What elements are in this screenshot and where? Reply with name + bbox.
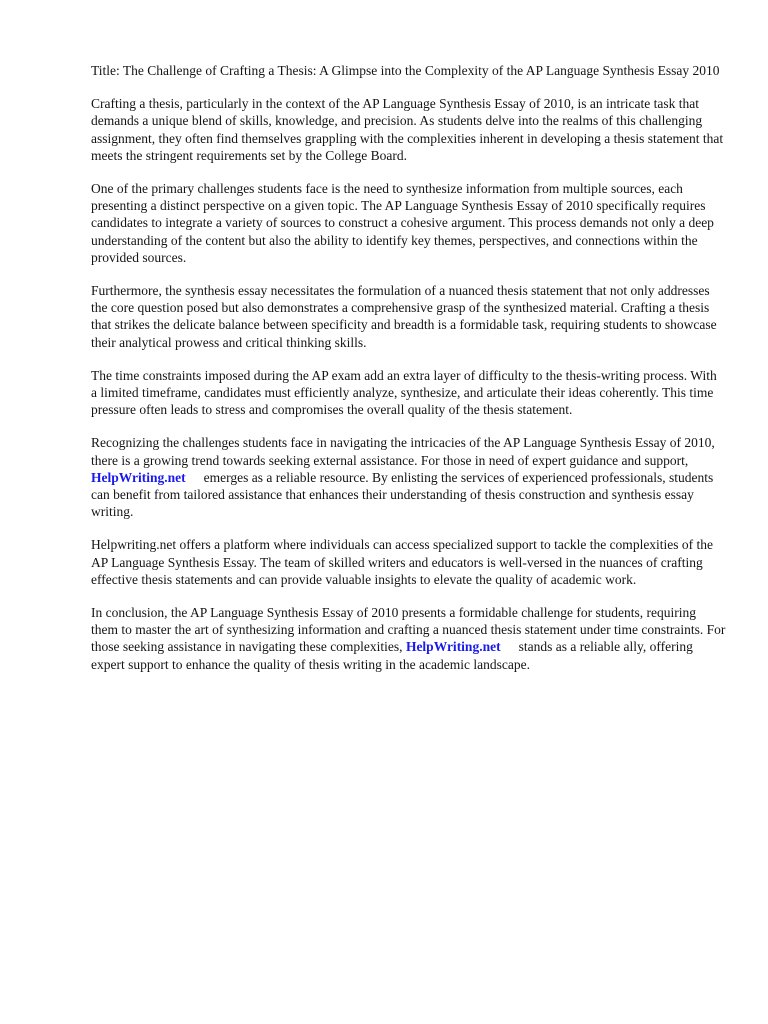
document-page xyxy=(91,62,726,689)
paragraph-conclusion xyxy=(91,604,726,673)
paragraph-platform: Helpwriting.net offers a platform where individuals can access specialized support to tackle the complexities of the AP Language Synthesis Essay. The team of skilled writers and educators is well-versed in the nuances of crafting effective thesis statements and can provide valuable insights to elevate the quality of academic work. xyxy=(91,537,714,587)
paragraph-7-text-before: In conclusion, the AP Language Synthesis Essay of 2010 presents a formidable challenge for students, requiring them to master the art of synthesizing information and crafting a nuanced thesis statement under time constraints. For those seeking assistance in navigating these complexities, xyxy=(91,605,726,655)
document-title: Title: The Challenge of Crafting a Thesis: A Glimpse into the Complexity of the AP Language Synthesis Essay 2010 xyxy=(91,63,720,78)
paragraph-7-text-after: stands as a reliable ally, offering expert support to enhance the quality of thesis writing in the academic landscape. xyxy=(91,639,693,672)
paragraph-5-text-after: emerges as a reliable resource. By enlisting the services of experienced professionals, students can benefit from tailored assistance that enhances their understanding of thesis construction and synthesis essay writing. xyxy=(91,469,714,520)
helpwriting-link-conclusion[interactable]: HelpWriting.net xyxy=(405,639,501,655)
helpwriting-link[interactable]: HelpWriting.net xyxy=(91,469,186,485)
paragraph-intro: Crafting a thesis, particularly in the context of the AP Language Synthesis Essay of 2010, is an intricate task that demands a unique blend of skills, knowledge, and precision. As students delve into the realms of this challenging assignment, they often find themselves grappling with the complexities inherent in developing a thesis statement that meets the stringent requirements set by the College Board. xyxy=(91,96,724,163)
paragraph-external-assistance xyxy=(91,434,726,520)
paragraph-time-constraints: The time constraints imposed during the AP exam add an extra layer of difficulty to the thesis-writing process. With a limited timeframe, candidates must efficiently analyze, synthesize, and articulate their ideas coherently. This time pressure often leads to stress and compromises the overall quality of the thesis statement. xyxy=(91,367,717,418)
paragraph-sources: One of the primary challenges students face is the need to synthesize information from multiple sources, each presenting a distinct perspective on a given topic. The AP Language Synthesis Essay of 2010 specifically requires candidates to integrate a variety of sources to construct a cohesive argument. This process demands not only a deep understanding of the content but also the ability to identify key themes, perspectives, and connections within the provided sources. xyxy=(91,181,714,265)
paragraph-thesis-formulation: Furthermore, the synthesis essay necessitates the formulation of a nuanced thesis statement that not only addresses the core question posed but also demonstrates a comprehensive grasp of the synthesized material. Crafting a thesis that strikes the delicate balance between specificity and breadth is a formidable task, requiring students to showcase their analytical prowess and critical thinking skills. xyxy=(91,283,717,350)
paragraph-5-text-before: Recognizing the challenges students face in navigating the intricacies of the AP Language Synthesis Essay of 2010, there is a growing trend towards seeking external assistance. For those in need of expert guidance and support, xyxy=(91,435,715,468)
